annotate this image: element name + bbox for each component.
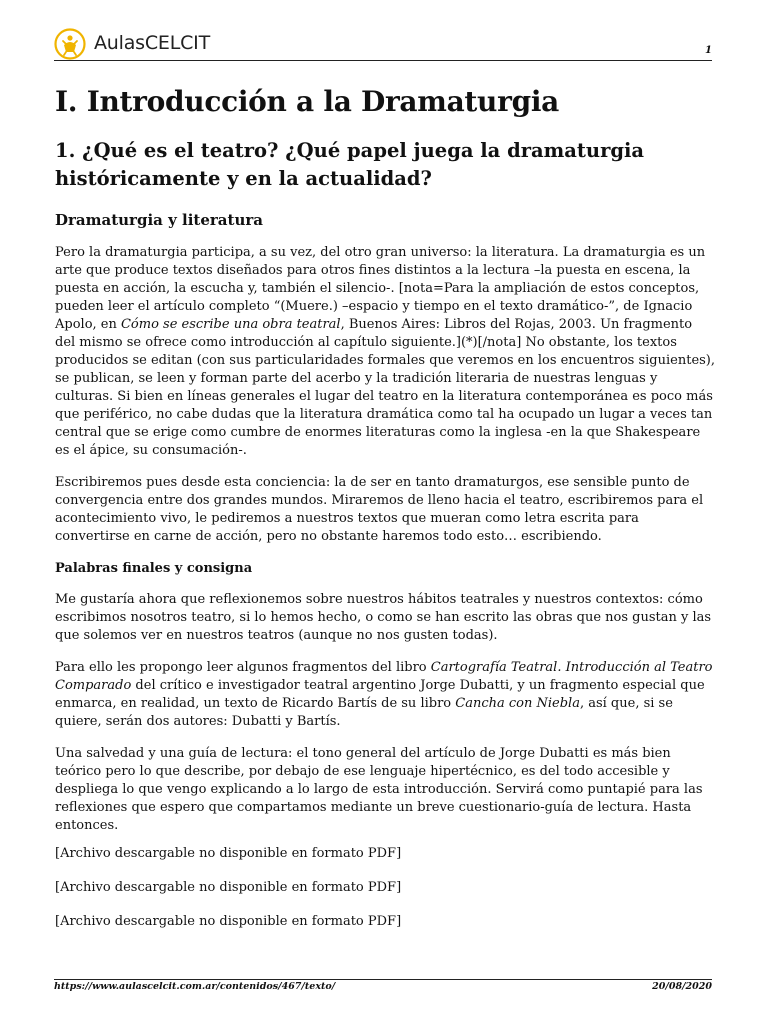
paragraph-2: Escribiremos pues desde esta conciencia: la de ser en tanto dramaturgos, ese sensible punto de convergencia entre dos grandes mundos. Miraremos de lleno hacia el teatro, escribiremos para el acontecimiento vivo, le pediremos a nuestros textos que mueran como letra escrita para convertirse en carne de acción, pero no obstante haremos todo esto… escribiendo.	[55, 475, 704, 544]
document-body	[55, 83, 715, 947]
book-title: Cómo se escribe una obra teatral	[120, 317, 341, 332]
paragraph-4: Para ello les propongo leer algunos fragmentos del libro Cartografía Teatral. Introducción al Teatro Comparado del crítico e investigador teatral argentino Jorge Dubatti, y un fragmento especial que enmarca, en realidad, un texto de Ricardo Bartís de su libro Cancha con Niebla, así que, si se quiere, serán dos autores: Dubatti y Bartís.	[55, 660, 713, 729]
download-placeholder: [Archivo descargable no disponible en formato PDF]	[55, 914, 402, 929]
page-number: 1	[705, 45, 712, 56]
paragraph-1: Pero la dramaturgia participa, a su vez, del otro gran universo: la literatura. La dramaturgia es un arte que produce textos diseñados para otros fines distintos a la lectura –la puesta en escena, la puesta en acción, la escucha y, también el silencio-. [nota=Para la ampliación de estos conceptos, pueden leer el artículo completo “(Muere.) –espacio y tiempo en el texto dramático-”, de Ignacio Apolo, en Cómo se escribe una obra teatral, Buenos Aires: Libros del Rojas, 2003. Un fragmento del mismo se ofrece como introducción al capítulo siguiente.](*)[/nota] No obstante, los textos producidos se editan (con sus particularidades formales que veremos en los encuentros siguientes), se publican, se leen y forman parte del acerbo y la tradición literaria de nuestras lenguas y culturas. Si bien en líneas generales el lugar del teatro en la literatura contemporánea es poco más que periférico, no cabe dudas que la literatura dramática como tal ha ocupado un lugar a veces tan central que se erige como cumbre de enormes literaturas como la inglesa -en la que Shakespeare es el ápice, su consumación-.	[55, 245, 716, 458]
page-title: I. Introducción a la Dramaturgia	[55, 85, 560, 118]
download-placeholder: [Archivo descargable no disponible en formato PDF]	[55, 846, 402, 861]
book-title: Cancha con Niebla	[455, 696, 580, 711]
book-title: Cartografía Teatral. Introducción al Teatro Comparado	[55, 660, 713, 693]
paragraph-5: Una salvedad y una guía de lectura: el tono general del artículo de Jorge Dubatti es más bien teórico pero lo que describe, por debajo de ese lenguaje hipertécnico, es del todo accesible y despliega lo que vengo explicando a lo largo de esta introducción. Servirá como puntapié para las reflexiones que espero que compartamos mediante un breve cuestionario-guía de lectura. Hasta entonces.	[55, 746, 703, 833]
minor-heading: Palabras finales y consigna	[55, 561, 253, 576]
aulascelcit-logo-icon	[54, 28, 86, 60]
download-placeholder: [Archivo descargable no disponible en formato PDF]	[55, 880, 402, 895]
footer-divider	[54, 979, 712, 980]
footer-date: 20/08/2020	[652, 981, 712, 992]
logo-text[interactable]: AulasCELCIT	[94, 32, 210, 54]
page-header	[0, 0, 768, 62]
paragraph-3: Me gustaría ahora que reflexionemos sobre nuestros hábitos teatrales y nuestros contextos: cómo escribimos nosotros teatro, si lo hemos hecho, o como se han escrito las obras que nos gustan y las que solemos ver en nuestros teatros (aunque no nos gusten todas).	[55, 592, 712, 643]
footer-url[interactable]: https://www.aulascelcit.com.ar/contenidos/467/texto/	[54, 981, 336, 992]
section-heading: 1. ¿Qué es el teatro? ¿Qué papel juega la dramaturgia históricamente y en la actualidad?	[55, 139, 645, 190]
header-divider	[54, 60, 712, 61]
subsection-heading: Dramaturgia y literatura	[55, 211, 263, 229]
